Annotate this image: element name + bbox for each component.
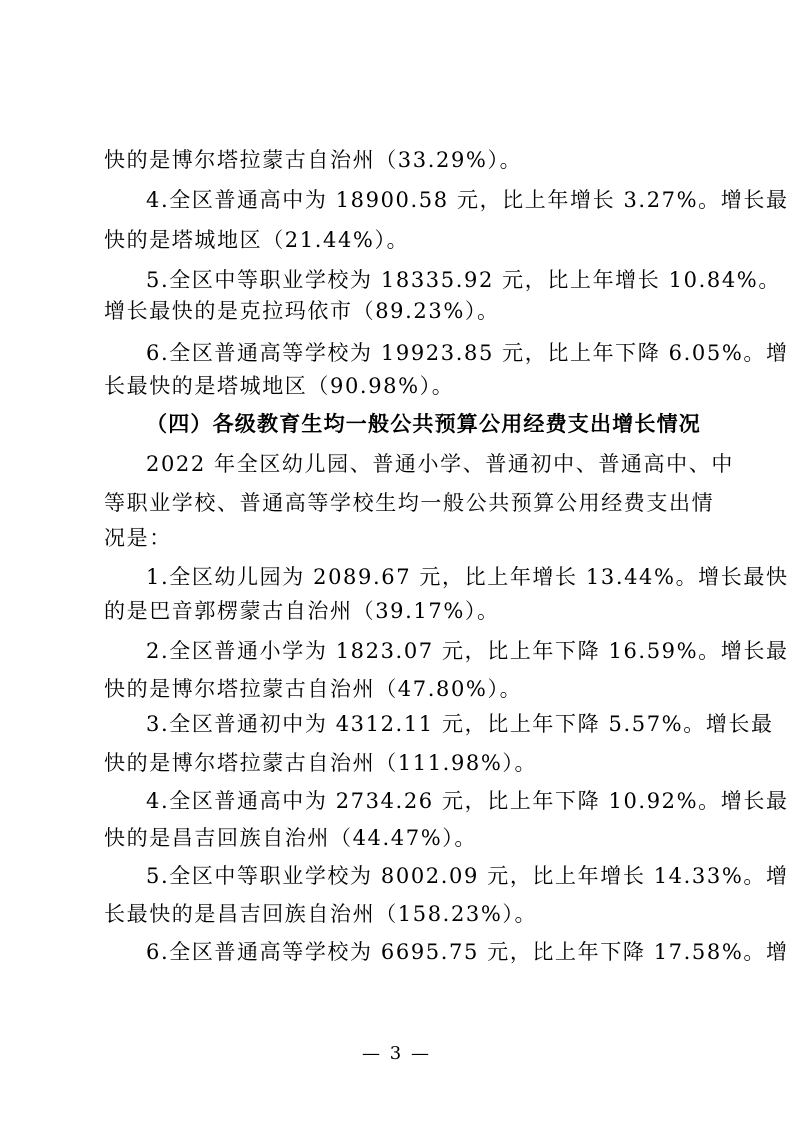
page-number: — 3 — [362, 1043, 431, 1064]
paragraph-line: 长最快的是昌吉回族自治州（158.23%）。 [104, 902, 538, 926]
paragraph-line: 快的是博尔塔拉蒙古自治州（33.29%）。 [104, 148, 523, 172]
paragraph-line: 6.全区普通高等学校为 6695.75 元，比上年下降 17.58%。增 [146, 940, 789, 964]
paragraph-line: 2.全区普通小学为 1823.07 元，比上年下降 16.59%。增长最 [146, 639, 789, 663]
paragraph-line: 快的是博尔塔拉蒙古自治州（111.98%）。 [104, 751, 538, 775]
paragraph-line: 2022 年全区幼儿园、普通小学、普通初中、普通高中、中 [146, 452, 734, 476]
section-heading: （四）各级教育生均一般公共预算公用经费支出增长情况 [146, 411, 701, 436]
paragraph-line: 的是巴音郭楞蒙古自治州（39.17%）。 [104, 599, 500, 623]
paragraph-line: 增长最快的是克拉玛依市（89.23%）。 [104, 299, 500, 323]
paragraph-line: 5.全区中等职业学校为 18335.92 元，比上年增长 10.84%。 [146, 268, 781, 292]
paragraph-line: 3.全区普通初中为 4312.11 元，比上年下降 5.57%。增长最 [146, 712, 774, 736]
paragraph-line: 况是： [104, 526, 172, 550]
paragraph-line: 4.全区普通高中为 2734.26 元，比上年下降 10.92%。增长最 [146, 789, 789, 813]
paragraph-line: 快的是昌吉回族自治州（44.47%）。 [104, 826, 477, 850]
paragraph-line: 快的是博尔塔拉蒙古自治州（47.80%）。 [104, 677, 523, 701]
paragraph-line: 1.全区幼儿园为 2089.67 元，比上年增长 13.44%。增长最快 [146, 565, 789, 589]
paragraph-line: 快的是塔城地区（21.44%）。 [104, 228, 410, 252]
paragraph-line: 等职业学校、普通高等学校生均一般公共预算公用经费支出情 [104, 491, 715, 515]
paragraph-line: 长最快的是塔城地区（90.98%）。 [104, 374, 455, 398]
paragraph-line: 4.全区普通高中为 18900.58 元，比上年增长 3.27%。增长最 [146, 188, 789, 212]
paragraph-line: 6.全区普通高等学校为 19923.85 元，比上年下降 6.05%。增 [146, 341, 789, 365]
paragraph-line: 5.全区中等职业学校为 8002.09 元，比上年增长 14.33%。增 [146, 864, 789, 888]
